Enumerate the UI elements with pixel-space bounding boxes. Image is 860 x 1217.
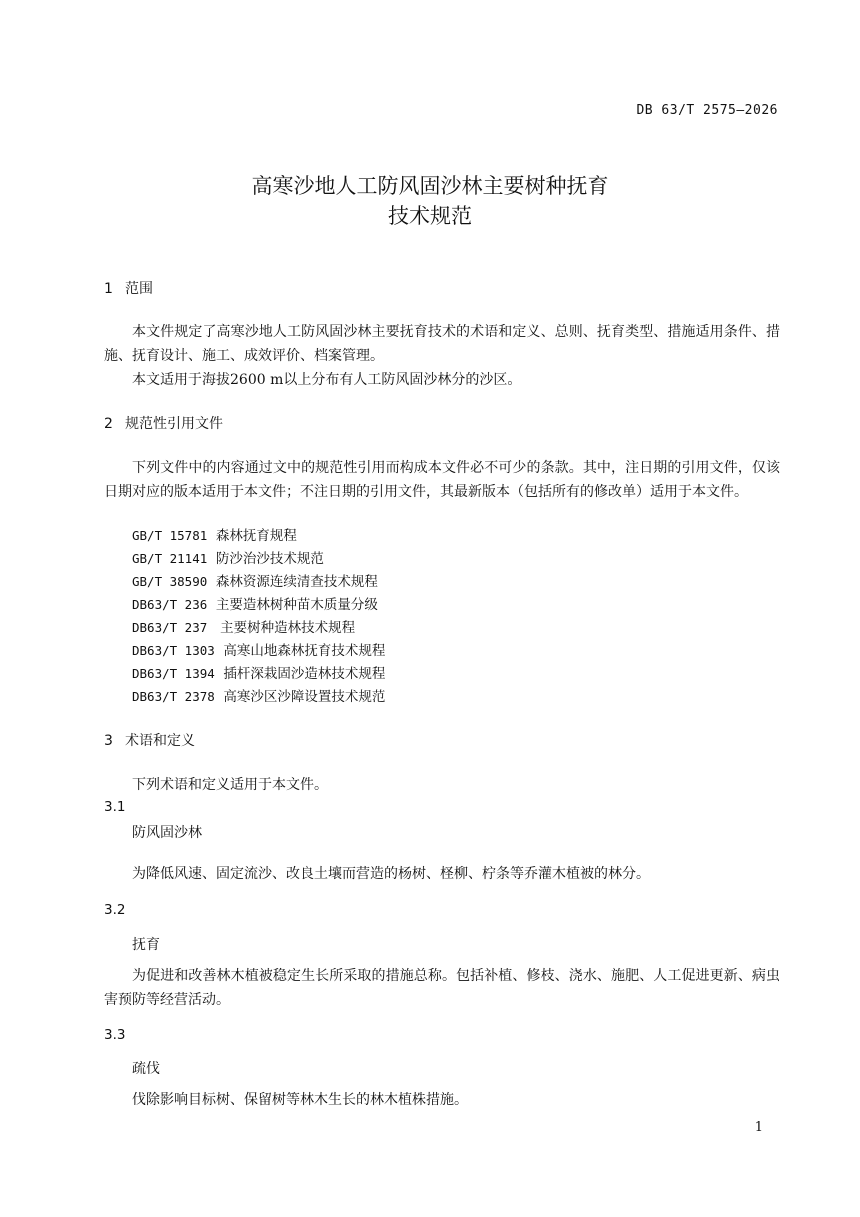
section-1-paragraph-1: 本文件规定了高寒沙地人工防风固沙林主要抚育技术的术语和定义、总则、抚育类型、措施适用条件、措施、抚育设计、施工、成效评价、档案管理。	[104, 324, 780, 364]
reference-name: 主要树种造林技术规程	[220, 620, 356, 636]
reference-name: 主要造林树种苗木质量分级	[215, 597, 378, 613]
section-title: 术语和定义	[125, 733, 195, 749]
reference-item	[132, 525, 297, 547]
document-id: DB 63/T 2575—2026	[636, 103, 778, 118]
reference-item	[132, 686, 385, 708]
section-number: 3	[104, 733, 113, 749]
reference-code: GB/T 21141	[132, 551, 208, 566]
section-number: 2	[104, 416, 113, 432]
term-definition: 伐除影响目标树、保留树等林木生长的林木植株措施。	[132, 1092, 468, 1108]
reference-code: DB63/T 2378	[132, 689, 215, 704]
reference-code: DB63/T 236	[132, 597, 208, 612]
reference-code: DB63/T 1394	[132, 666, 215, 681]
term-number: 3.3	[104, 1027, 126, 1043]
section-2-paragraph-1: 下列文件中的内容通过文中的规范性引用而构成本文件必不可少的条款。其中，注日期的引用文件，仅该日期对应的版本适用于本文件；不注日期的引用文件，其最新版本（包括所有的修改单）适用于本文件。	[104, 460, 780, 500]
section-1-paragraph-2: 本文适用于海拔2600 m以上分布有人工防风固沙林分的沙区。	[132, 372, 522, 388]
document-title-line-2: 技术规范	[388, 204, 472, 228]
term-definition: 为促进和改善林木植被稳定生长所采取的措施总称。包括补植、修枝、浇水、施肥、人工促进更新、病虫害预防等经营活动。	[104, 968, 780, 1008]
reference-item	[132, 571, 378, 593]
term-number: 3.2	[104, 902, 126, 918]
reference-name: 森林抚育规程	[215, 528, 297, 544]
reference-name: 插杆深栽固沙造林技术规程	[223, 666, 386, 682]
section-title: 规范性引用文件	[125, 416, 223, 432]
reference-code: DB63/T 237	[132, 620, 208, 635]
term-name: 疏伐	[132, 1061, 160, 1077]
reference-name: 森林资源连续清查技术规程	[215, 574, 378, 590]
document-title-line-1: 高寒沙地人工防风固沙林主要树种抚育	[251, 174, 609, 198]
reference-name: 高寒山地森林抚育技术规程	[223, 643, 386, 659]
section-3-heading	[104, 731, 195, 751]
section-number: 1	[104, 281, 113, 297]
section-2-heading	[104, 414, 223, 434]
reference-item	[132, 594, 378, 616]
section-title: 范围	[125, 281, 153, 297]
reference-code: GB/T 38590	[132, 574, 208, 589]
reference-item	[132, 663, 385, 685]
term-number: 3.1	[104, 799, 126, 815]
section-1-heading	[104, 279, 153, 299]
reference-code: GB/T 15781	[132, 528, 208, 543]
reference-name: 防沙治沙技术规范	[215, 551, 324, 567]
page-number: 1	[754, 1120, 763, 1135]
section-3-paragraph-1: 下列术语和定义适用于本文件。	[132, 777, 328, 793]
reference-item	[132, 548, 324, 570]
reference-item	[132, 640, 385, 662]
reference-name: 高寒沙区沙障设置技术规范	[223, 689, 386, 705]
term-definition: 为降低风速、固定流沙、改良土壤而营造的杨树、柽柳、柠条等乔灌木植被的林分。	[132, 866, 650, 882]
reference-item	[132, 617, 355, 639]
term-name: 抚育	[132, 937, 160, 953]
term-name: 防风固沙林	[132, 825, 202, 841]
reference-code: DB63/T 1303	[132, 643, 215, 658]
